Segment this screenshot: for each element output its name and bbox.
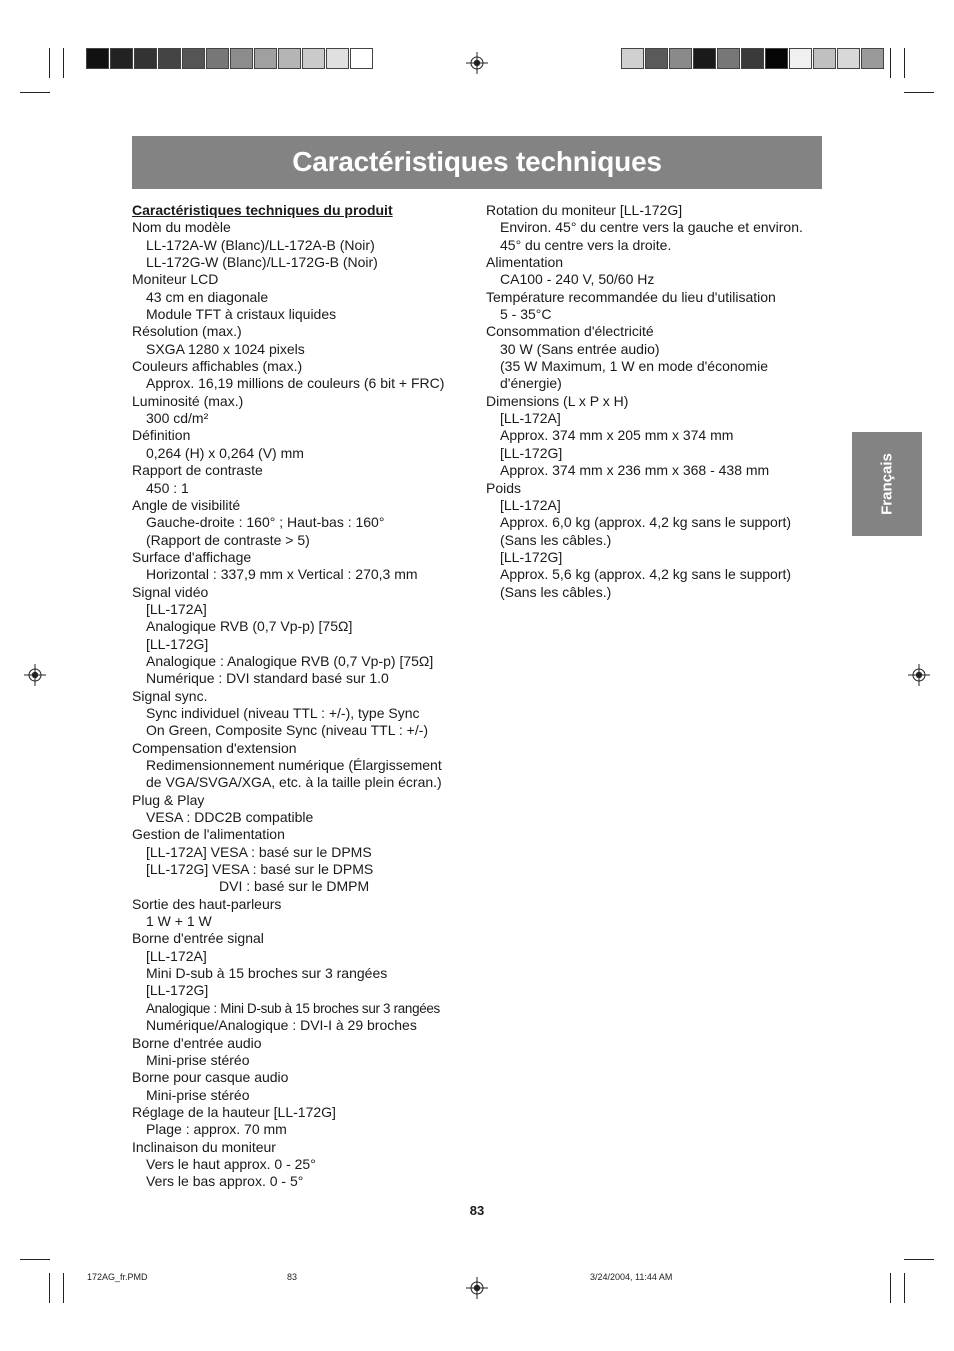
- page-title: Caractéristiques techniques: [292, 146, 662, 177]
- color-swatch: [134, 48, 157, 69]
- color-swatch: [645, 48, 668, 69]
- color-swatch: [110, 48, 133, 69]
- title-banner: [132, 136, 822, 189]
- spec-value: LL-172A-W (Blanc)/LL-172A-B (Noir): [146, 236, 375, 253]
- spec-label: Plug & Play: [132, 791, 205, 808]
- spec-value: Sync individuel (niveau TTL : +/-), type Sync: [146, 704, 420, 721]
- spec-value: Horizontal : 337,9 mm x Vertical : 270,3 mm: [146, 566, 418, 583]
- crop-mark: [904, 1273, 905, 1303]
- spec-label: Température recommandée du lieu d'utilisation: [486, 288, 776, 305]
- footer-page: 83: [287, 1272, 298, 1282]
- color-swatch: [302, 48, 325, 69]
- color-swatch: [837, 48, 860, 69]
- spec-value: [LL-172G]: [500, 444, 563, 461]
- spec-label: Angle de visibilité: [132, 496, 241, 513]
- color-swatch: [86, 48, 109, 69]
- spec-label: Nom du modèle: [132, 219, 231, 236]
- spec-label: Gestion de l'alimentation: [132, 826, 285, 843]
- spec-label: Rotation du moniteur [LL-172G]: [486, 202, 683, 218]
- crop-mark: [890, 1273, 891, 1303]
- spec-value: [LL-172G]: [146, 635, 209, 652]
- spec-label: Rapport de contraste: [132, 462, 263, 479]
- spec-value: Environ. 45° du centre vers la gauche et environ.: [500, 219, 803, 236]
- spec-value: [LL-172A]: [146, 947, 207, 964]
- spec-value: SXGA 1280 x 1024 pixels: [146, 340, 305, 357]
- language-tab: [852, 432, 922, 536]
- spec-label: Consommation d'électricité: [486, 323, 654, 340]
- spec-label: Définition: [132, 427, 191, 444]
- left-column: [132, 202, 477, 1191]
- spec-value: 1 W + 1 W: [146, 913, 212, 930]
- spec-value: (Sans les câbles.): [500, 531, 612, 548]
- spec-value: Approx. 374 mm x 236 mm x 368 - 438 mm: [500, 462, 770, 479]
- spec-value: Vers le haut approx. 0 - 25°: [146, 1155, 316, 1172]
- spec-value: Analogique RVB (0,7 Vp-p) [75Ω]: [146, 618, 353, 635]
- color-swatch: [693, 48, 716, 69]
- color-swatch: [182, 48, 205, 69]
- crop-mark: [20, 1259, 50, 1260]
- spec-value: 300 cd/m²: [146, 410, 209, 427]
- page-number: 83: [469, 1203, 485, 1218]
- color-bar-left: [86, 48, 374, 68]
- color-swatch: [158, 48, 181, 69]
- spec-value: de VGA/SVGA/XGA, etc. à la taille plein écran.): [146, 774, 442, 791]
- spec-value: Vers le bas approx. 0 - 5°: [146, 1173, 304, 1190]
- spec-value: Approx. 6,0 kg (approx. 4,2 kg sans le support): [500, 514, 792, 531]
- spec-value: (Sans les câbles.): [500, 583, 612, 600]
- spec-value: VESA : DDC2B compatible: [146, 809, 314, 826]
- spec-value: Analogique : Mini D-sub à 15 broches sur 3 rangées: [146, 1000, 440, 1016]
- color-swatch: [861, 48, 884, 69]
- spec-label: Couleurs affichables (max.): [132, 358, 303, 375]
- crop-mark: [49, 48, 50, 78]
- spec-label: Alimentation: [486, 254, 564, 271]
- spec-value: Approx. 5,6 kg (approx. 4,2 kg sans le support): [500, 566, 792, 583]
- right-column: [486, 202, 831, 601]
- spec-label: Sortie des haut-parleurs: [132, 895, 282, 912]
- color-swatch: [741, 48, 764, 69]
- crop-mark: [904, 92, 934, 93]
- section-heading: Caractéristiques techniques du produit: [132, 202, 393, 218]
- spec-value: Numérique/Analogique : DVI-I à 29 broches: [146, 1017, 417, 1034]
- color-swatch: [230, 48, 253, 69]
- footer-date: 3/24/2004, 11:44 AM: [590, 1272, 673, 1282]
- spec-value: [LL-172A]: [500, 496, 561, 513]
- spec-value: [LL-172G]: [146, 982, 209, 999]
- spec-label: Résolution (max.): [132, 323, 242, 340]
- spec-label: Signal sync.: [132, 687, 208, 704]
- spec-value: 450 : 1: [146, 479, 189, 496]
- spec-label: Signal vidéo: [132, 583, 209, 600]
- crop-mark: [904, 48, 905, 78]
- crop-mark: [49, 1273, 50, 1303]
- spec-value: DVI : basé sur le DMPM: [219, 878, 370, 895]
- spec-label: Dimensions (L x P x H): [486, 392, 629, 409]
- spec-value: [LL-172G]: [500, 548, 563, 565]
- color-swatch: [669, 48, 692, 69]
- spec-value: Gauche-droite : 160° ; Haut-bas : 160°: [146, 514, 385, 531]
- color-swatch: [278, 48, 301, 69]
- spec-label: Borne pour casque audio: [132, 1069, 289, 1086]
- spec-value: Analogique : Analogique RVB (0,7 Vp-p) [75Ω]: [146, 652, 434, 669]
- spec-value: 30 W (Sans entrée audio): [500, 340, 660, 357]
- color-bar-right: [621, 48, 885, 68]
- spec-value: [LL-172A]: [500, 410, 561, 427]
- registration-mark-icon: [466, 52, 488, 74]
- color-swatch: [717, 48, 740, 69]
- color-swatch: [621, 48, 644, 69]
- spec-label: Réglage de la hauteur [LL-172G]: [132, 1103, 336, 1120]
- spec-value: (35 W Maximum, 1 W en mode d'économie: [500, 358, 768, 375]
- spec-value: Plage : approx. 70 mm: [146, 1121, 287, 1138]
- crop-mark: [20, 92, 50, 93]
- crop-mark: [63, 48, 64, 78]
- spec-value: 0,264 (H) x 0,264 (V) mm: [146, 444, 304, 461]
- spec-label: Surface d'affichage: [132, 548, 252, 565]
- spec-label: Borne d'entrée signal: [132, 930, 264, 947]
- crop-mark: [904, 1259, 934, 1260]
- footer-file: 172AG_fr.PMD: [87, 1272, 148, 1282]
- registration-mark-icon: [24, 664, 46, 686]
- registration-mark-icon: [466, 1277, 488, 1299]
- spec-value: Module TFT à cristaux liquides: [146, 306, 337, 323]
- color-swatch: [326, 48, 349, 69]
- spec-label: Luminosité (max.): [132, 392, 244, 409]
- spec-value: 43 cm en diagonale: [146, 288, 269, 305]
- spec-value: 5 - 35°C: [500, 306, 552, 323]
- spec-value: Approx. 374 mm x 205 mm x 374 mm: [500, 427, 734, 444]
- color-swatch: [789, 48, 812, 69]
- crop-mark: [890, 48, 891, 78]
- spec-label: Borne d'entrée audio: [132, 1034, 262, 1051]
- spec-value: [LL-172G] VESA : basé sur le DPMS: [146, 861, 374, 878]
- spec-value: Redimensionnement numérique (Élargissement: [146, 757, 442, 773]
- spec-label: Compensation d'extension: [132, 739, 297, 756]
- color-swatch: [813, 48, 836, 69]
- spec-label: Moniteur LCD: [132, 271, 219, 288]
- spec-value: Mini D-sub à 15 broches sur 3 rangées: [146, 965, 388, 982]
- spec-value: Approx. 16,19 millions de couleurs (6 bit + FRC): [146, 375, 445, 392]
- color-swatch: [206, 48, 229, 69]
- spec-value: [LL-172A]: [146, 600, 207, 617]
- crop-mark: [63, 1273, 64, 1303]
- spec-value: 45° du centre vers la droite.: [500, 236, 672, 253]
- color-swatch: [765, 48, 788, 69]
- spec-value: d'énergie): [500, 375, 562, 392]
- spec-value: Mini-prise stéréo: [146, 1051, 250, 1068]
- spec-value: Mini-prise stéréo: [146, 1086, 250, 1103]
- spec-value: Numérique : DVI standard basé sur 1.0: [146, 670, 389, 687]
- spec-value: CA100 - 240 V, 50/60 Hz: [500, 271, 655, 288]
- spec-value: (Rapport de contraste > 5): [146, 531, 310, 548]
- spec-value: LL-172G-W (Blanc)/LL-172G-B (Noir): [146, 254, 378, 271]
- registration-mark-icon: [908, 664, 930, 686]
- spec-label: Inclinaison du moniteur: [132, 1138, 276, 1155]
- language-tab-label: Français: [878, 453, 896, 515]
- color-swatch: [350, 48, 373, 69]
- spec-value: [LL-172A] VESA : basé sur le DPMS: [146, 843, 372, 860]
- spec-label: Poids: [486, 479, 522, 496]
- spec-value: On Green, Composite Sync (niveau TTL : +/-): [146, 722, 429, 739]
- color-swatch: [254, 48, 277, 69]
